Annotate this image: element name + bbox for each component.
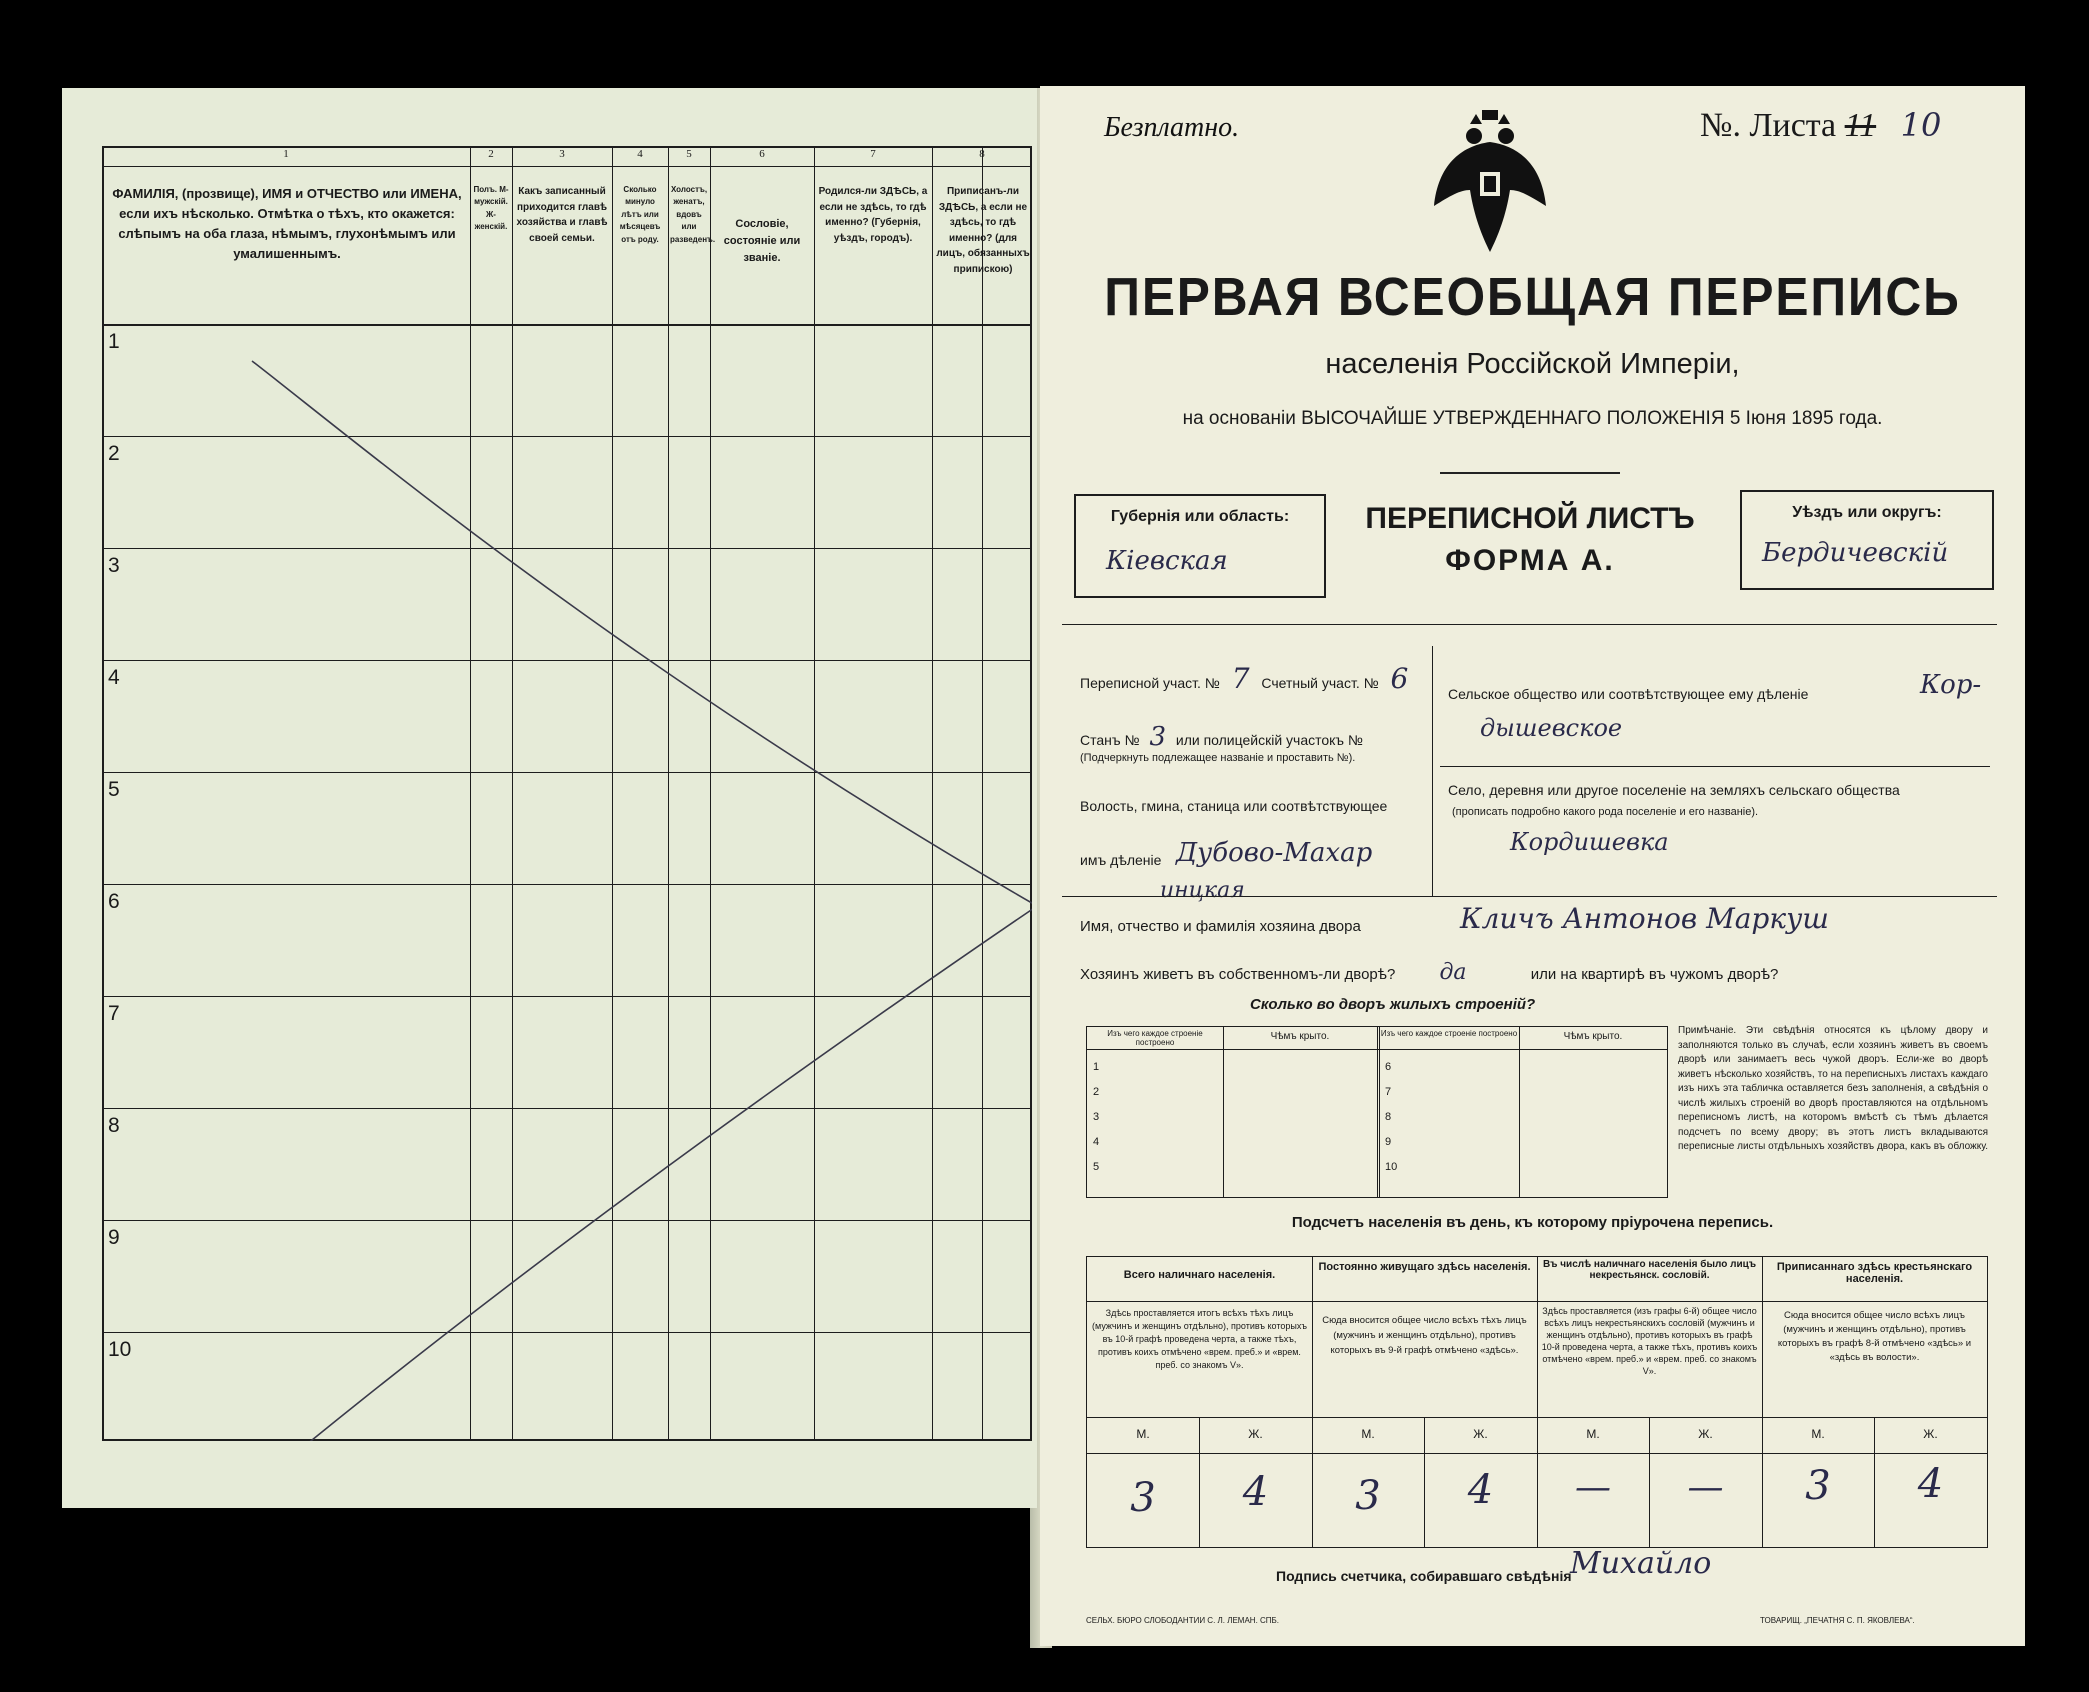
building-row: 9 bbox=[1385, 1136, 1392, 1148]
stan-value: 3 bbox=[1149, 722, 1166, 752]
stan-rest: или полицейскій участокъ № bbox=[1175, 732, 1363, 748]
left-page bbox=[62, 88, 1037, 1508]
form-title: ПЕРЕПИСНОЙ ЛИСТЪ bbox=[1365, 502, 1695, 535]
census-section-value: 7 bbox=[1231, 662, 1250, 695]
count-mf: М. bbox=[1136, 1427, 1150, 1441]
volost-label: Волость, гмина, станица или соотвѣтствующее bbox=[1080, 798, 1388, 814]
column-number: 2 bbox=[488, 148, 494, 160]
count-mf: Ж. bbox=[1473, 1427, 1488, 1441]
signature-value: Михайло bbox=[1570, 1546, 1712, 1581]
column-number: 4 bbox=[637, 148, 643, 160]
building-row: 10 bbox=[1385, 1161, 1398, 1173]
column-number: 5 bbox=[686, 148, 692, 160]
stan-note: (Подчеркнуть подлежащее названіе и проставить №). bbox=[1080, 752, 1356, 764]
lives-label: Хозяинъ живетъ въ собственномъ-ли дворѣ? bbox=[1080, 966, 1396, 983]
province-box bbox=[1074, 494, 1326, 598]
building-row: 4 bbox=[1093, 1136, 1100, 1148]
buildings-head: Изъ чего каждое строеніе построено bbox=[1380, 1029, 1518, 1038]
column-header: Какъ записанный приходится главѣ хозяйства и главѣ своей семьи. bbox=[516, 186, 608, 244]
buildings-col bbox=[1519, 1027, 1520, 1197]
count-title: Подсчетъ населенія въ день, къ которому пріурочена перепись. bbox=[1291, 1214, 1774, 1231]
village-note: (прописать подробно какого рода поселеніе и его названіе). bbox=[1452, 806, 1759, 818]
count-desc: Сюда вносится общее число всѣхъ лицъ (мужчинъ и женщинъ отдѣльно), противъ которыхъ въ графѣ 8-й отмѣчено «здѣсь» и «здѣсь въ волости». bbox=[1777, 1310, 1972, 1363]
row-number: 3 bbox=[108, 554, 120, 577]
volost-value: Дубово-Махар bbox=[1176, 838, 1373, 868]
count-value: 3 bbox=[1355, 1473, 1381, 1519]
row-number: 5 bbox=[108, 778, 120, 801]
buildings-head: Изъ чего каждое строеніе построено bbox=[1107, 1029, 1203, 1047]
volost-label-2: имъ дѣленіе bbox=[1080, 852, 1162, 868]
lives-value: да bbox=[1439, 960, 1467, 985]
count-value: 4 bbox=[1467, 1467, 1494, 1513]
buildings-col bbox=[1223, 1027, 1224, 1197]
printer-left: СЕЛЬХ. БЮРО СЛОБОДАНТИИ С. Л. ЛЕМАН. СПБ. bbox=[1086, 1616, 1280, 1625]
column-header: Сколько минуло лѣтъ или мѣсяцевъ отъ роду. bbox=[619, 185, 661, 244]
building-row: 1 bbox=[1093, 1061, 1100, 1073]
buildings-head: Чѣмъ крыто. bbox=[1563, 1031, 1623, 1042]
count-value: 3 bbox=[1130, 1475, 1156, 1521]
section-vline bbox=[1432, 646, 1433, 896]
count-rule bbox=[1087, 1453, 1987, 1454]
row-number: 8 bbox=[108, 1114, 120, 1137]
district-label: Уѣздъ или округъ: bbox=[1792, 504, 1942, 521]
province-value: Кіевская bbox=[1106, 546, 1228, 576]
count-desc: Здѣсь проставляется итогъ всѣхъ тѣхъ лицъ (мужчинъ и женщинъ отдѣльно), противъ которыхъ въ 10-й графѣ проведена черта, а также тѣхъ, противъ коихъ отмѣчено «врем. преб.» и «врем. преб. со знакомъ V». bbox=[1092, 1308, 1307, 1370]
volost-value-2: инцкая bbox=[1160, 878, 1245, 903]
building-row: 2 bbox=[1093, 1086, 1100, 1098]
province-label: Губернія или область: bbox=[1110, 508, 1290, 525]
count-value: 4 bbox=[1917, 1461, 1944, 1507]
lives-rest: или на квартирѣ въ чужомъ дворѣ? bbox=[1530, 966, 1779, 983]
printer-right: ТОВАРИЩ. „ПЕЧАТНЯ С. П. ЯКОВЛЕВА“. bbox=[1760, 1616, 1915, 1625]
building-row: 7 bbox=[1385, 1086, 1392, 1098]
column-header: Холостъ, женатъ, вдовъ или разведенъ. bbox=[670, 185, 716, 244]
page-subtitle: населенія Россійской Имперіи, bbox=[1325, 348, 1740, 380]
column-header: Родился-ли ЗДѢСЬ, а если не здѣсь, то гдѣ именно? (Губернія, уѣздъ, городъ). bbox=[818, 186, 928, 244]
column-number: 7 bbox=[870, 148, 876, 160]
row-number: 1 bbox=[108, 330, 120, 353]
count-desc: Здѣсь проставляется (изъ графы 6-й) общее число всѣхъ лицъ некрестьянскихъ сословій (мужчинъ и женщинъ отдѣльно), противъ которыхъ въ графѣ 10-й проведена черта, а также тѣхъ, противъ коихъ отмѣчено «врем. преб.» и «врем. преб. со знакомъ V». bbox=[1541, 1306, 1758, 1376]
sheet-number-struck: 11 bbox=[1844, 107, 1877, 144]
sheet-number-label: №. Листа bbox=[1700, 107, 1837, 144]
buildings-split bbox=[1377, 1027, 1380, 1197]
form-title-2: ФОРМА А. bbox=[1445, 544, 1615, 577]
census-section bbox=[1080, 662, 1408, 695]
ornament-divider bbox=[1440, 472, 1620, 474]
building-row: 5 bbox=[1093, 1161, 1100, 1173]
stan-line bbox=[1080, 722, 1363, 752]
count-mf: М. bbox=[1586, 1427, 1600, 1441]
stan-label: Станъ № bbox=[1080, 732, 1140, 748]
imperial-eagle-icon bbox=[1430, 106, 1550, 256]
rural-society-value: Кор- bbox=[1920, 670, 1982, 700]
sheet-number-handwritten: 10 bbox=[1900, 106, 1942, 144]
count-value: — bbox=[1575, 1467, 1611, 1508]
row-number: 4 bbox=[108, 666, 120, 689]
count-head: Въ числѣ наличнаго населенія было лицъ некрестьянск. сословій. bbox=[1542, 1259, 1757, 1281]
building-row: 3 bbox=[1093, 1111, 1100, 1123]
count-mf: Ж. bbox=[1248, 1427, 1263, 1441]
right-page bbox=[1040, 86, 2025, 1646]
buildings-rows-right bbox=[1385, 1055, 1397, 1180]
count-mf: М. bbox=[1811, 1427, 1825, 1441]
count-value: 4 bbox=[1242, 1469, 1269, 1515]
row-number: 6 bbox=[108, 890, 120, 913]
lives-line bbox=[1080, 960, 1778, 985]
row-number: 9 bbox=[108, 1226, 120, 1249]
rural-society-label: Сельское общество или соотвѣтствующее ему дѣленіе bbox=[1448, 686, 1809, 702]
count-mf: Ж. bbox=[1923, 1427, 1938, 1441]
count-value: — bbox=[1687, 1467, 1724, 1508]
buildings-head-rule bbox=[1087, 1049, 1667, 1050]
count-head: Приписаннаго здѣсь крестьянскаго населенія. bbox=[1776, 1261, 1973, 1285]
counting-section-value: 6 bbox=[1390, 662, 1409, 695]
row-number: 10 bbox=[108, 1338, 132, 1361]
row-number: 7 bbox=[108, 1002, 120, 1025]
count-rule bbox=[1087, 1301, 1987, 1302]
column-number: 3 bbox=[559, 148, 565, 160]
basis-line: на основаніи ВЫСОЧАЙШЕ УТВЕРЖДЕННАГО ПОЛОЖЕНІЯ 5 Іюня 1895 года. bbox=[1182, 408, 1883, 429]
row-number: 2 bbox=[108, 442, 120, 465]
buildings-table bbox=[1086, 1026, 1668, 1198]
column-header: ФАМИЛІЯ, (прозвище), ИМЯ и ОТЧЕСТВО или ИМЕНА, если ихъ нѣсколько. Отмѣтка о тѣхъ, кто окажется: слѣпымъ на оба глаза, нѣмымъ, глухонѣмымъ или умалишеннымъ. bbox=[112, 186, 462, 262]
column-header: Сословіе, состояніе или званіе. bbox=[723, 218, 801, 265]
district-value: Бердичевскій bbox=[1762, 538, 1949, 568]
sheet-number bbox=[1700, 106, 1941, 145]
page-title: ПЕРВАЯ ВСЕОБЩАЯ ПЕРЕПИСЬ bbox=[1104, 267, 1961, 327]
buildings-rows-left bbox=[1093, 1055, 1099, 1180]
owner-rule bbox=[1062, 896, 1997, 897]
owner-value: Кличъ Антонов Маркуш bbox=[1460, 902, 1829, 935]
column-header: Приписанъ-ли ЗДѢСЬ, а если не здѣсь, то гдѣ именно? (для лицъ, обязанныхъ припискою) bbox=[936, 186, 1030, 275]
counting-section-label: Счетный участ. № bbox=[1261, 675, 1379, 691]
column-number: 8 bbox=[979, 148, 985, 160]
free-label: Безплатно. bbox=[1104, 112, 1240, 143]
village-rule bbox=[1440, 766, 1990, 767]
district-box bbox=[1740, 490, 1994, 590]
village-value: Кордишевка bbox=[1510, 828, 1669, 856]
signature-label: Подпись счетчика, собиравшаго свѣдѣнія bbox=[1276, 1568, 1572, 1584]
count-mf: М. bbox=[1361, 1427, 1375, 1441]
column-number: 1 bbox=[283, 148, 289, 160]
building-row: 6 bbox=[1385, 1061, 1392, 1073]
census-section-label: Переписной участ. № bbox=[1080, 675, 1220, 691]
village-label: Село, деревня или другое поселеніе на земляхъ сельскаго общества bbox=[1448, 782, 1900, 798]
column-header: Полъ. М-мужскій. Ж-женскій. bbox=[473, 185, 509, 232]
count-table bbox=[1086, 1256, 1988, 1548]
count-head: Постоянно живущаго здѣсь населенія. bbox=[1318, 1261, 1531, 1273]
rural-society-value-2: дышевское bbox=[1480, 714, 1623, 742]
column-number: 6 bbox=[759, 148, 765, 160]
buildings-head: Чѣмъ крыто. bbox=[1270, 1031, 1330, 1042]
buildings-label: Сколько во дворъ жилыхъ строеній? bbox=[1250, 996, 1536, 1013]
note-text: Примѣчаніе. Эти свѣдѣнія относятся къ цѣлому двору и заполняются только въ случаѣ, если хозяинъ живетъ въ своемъ дворѣ или занимаетъ весь чужой дворъ. Если-же во дворѣ живетъ нѣсколько хозяйствъ, то на переписныхъ листахъ каждаго изъ нихъ эта табличка оставляется безъ заполненія, а свѣдѣнія о числѣ жилыхъ строеній во дворѣ проставляются на отдѣльномъ переписномъ листѣ, на которомъ вмѣстѣ съ тѣмъ дѣлается подсчетъ по всему двору; въ этотъ листъ вкладываются переписные листы отдѣльныхъ хозяйствъ двора, какъ въ обложку. bbox=[1678, 1025, 1988, 1152]
cancellation-strokes bbox=[102, 146, 1032, 1441]
census-grid bbox=[102, 146, 1032, 1441]
count-mf: Ж. bbox=[1698, 1427, 1713, 1441]
count-desc: Сюда вносится общее число всѣхъ тѣхъ лицъ (мужчинъ и женщинъ отдѣльно), противъ которыхъ въ 9-й графѣ отмѣчено «здѣсь». bbox=[1322, 1315, 1527, 1356]
count-rule bbox=[1087, 1417, 1987, 1418]
section-rule bbox=[1062, 624, 1997, 625]
count-value: 3 bbox=[1805, 1463, 1831, 1509]
count-head: Всего наличнаго населенія. bbox=[1123, 1269, 1276, 1281]
owner-label: Имя, отчество и фамилія хозяина двора bbox=[1080, 918, 1361, 935]
building-row: 8 bbox=[1385, 1111, 1392, 1123]
